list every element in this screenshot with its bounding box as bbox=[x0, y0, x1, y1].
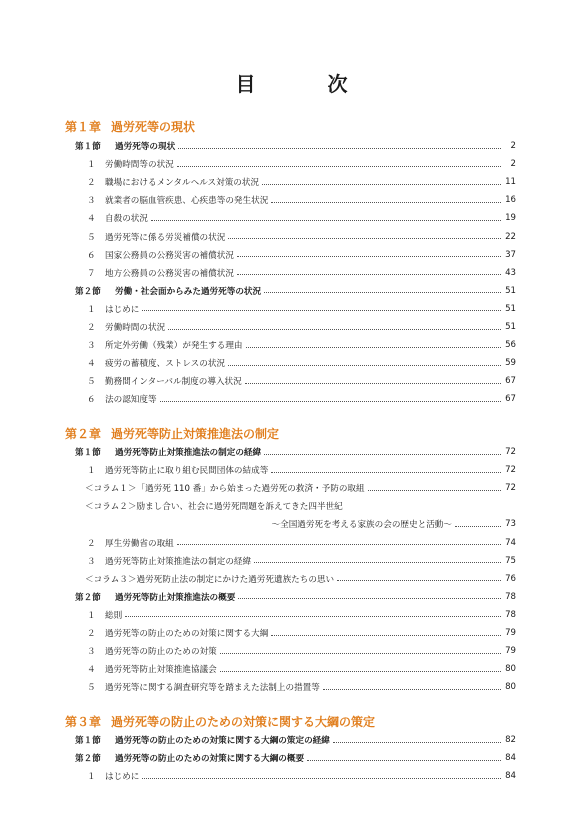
toc-item-entry[interactable] bbox=[75, 173, 516, 191]
entry-title: 過労死等の防止のための対策に関する大綱の策定の経緯 bbox=[115, 736, 330, 746]
entry-title: 就業者の脳血管疾患、心疾患等の発生状況 bbox=[105, 196, 269, 207]
entry-title: 過労死等の現状 bbox=[115, 142, 176, 152]
entry-title: 過労死等の防止のための対策 bbox=[105, 647, 217, 658]
entry-page-number: 2 bbox=[510, 141, 516, 151]
entry-page-number: 75 bbox=[505, 555, 516, 566]
entry-label: ＜コラム３＞ bbox=[85, 574, 137, 585]
toc-item-entry[interactable] bbox=[75, 264, 516, 282]
entry-label: 第１節 bbox=[75, 448, 101, 458]
entry-page-number: 16 bbox=[505, 195, 516, 206]
entry-label: ４ bbox=[87, 214, 96, 225]
toc-item-entry[interactable] bbox=[75, 534, 516, 552]
dot-leader bbox=[271, 472, 501, 473]
toc-column-entry[interactable] bbox=[75, 497, 516, 515]
dot-leader bbox=[168, 329, 501, 330]
toc-item-entry[interactable] bbox=[75, 191, 516, 209]
dot-leader bbox=[254, 562, 501, 563]
entry-page-number: 79 bbox=[505, 628, 516, 638]
chapter-label: 第２章 bbox=[65, 427, 102, 441]
dot-leader bbox=[177, 166, 501, 167]
entry-page-number: 73 bbox=[505, 519, 516, 530]
entry-page-number: 51 bbox=[505, 285, 516, 296]
chapter-title: 過労死等の防止のための対策に関する大綱の策定 bbox=[111, 715, 376, 729]
entry-title: 過労死等防止対策推進協議会 bbox=[105, 665, 217, 676]
entry-title: 国家公務員の公務災害の補償状況 bbox=[105, 250, 234, 261]
dot-leader bbox=[151, 220, 501, 221]
entry-label: 第２節 bbox=[75, 754, 101, 765]
dot-leader bbox=[220, 671, 501, 672]
toc-section-entry[interactable] bbox=[75, 443, 516, 461]
entry-title: 厚生労働省の取組 bbox=[105, 538, 174, 549]
entry-title: 過労死等防止に取り組む民間団体の結成等 bbox=[105, 466, 269, 477]
entry-title: はじめに bbox=[105, 304, 140, 315]
entry-label: ３ bbox=[87, 196, 96, 207]
dot-leader bbox=[323, 689, 501, 690]
toc-item-entry[interactable] bbox=[75, 390, 516, 408]
entry-title: 疲労の蓄積度、ストレスの状況 bbox=[105, 359, 226, 370]
chapter-title: 過労死等の現状 bbox=[111, 120, 196, 134]
toc-section-entry[interactable] bbox=[75, 137, 516, 155]
entry-page-number: 43 bbox=[505, 267, 516, 278]
entry-label: １ bbox=[87, 610, 96, 621]
chapter-heading bbox=[65, 118, 195, 135]
entry-title: 励まし合い、社会に過労死問題を訴えてきた四半世紀 bbox=[136, 502, 343, 513]
entry-page-number: 78 bbox=[505, 591, 516, 602]
chapter-heading bbox=[65, 425, 279, 442]
entry-title: 過労死等防止対策推進法の制定の経緯 bbox=[105, 556, 252, 567]
dot-leader bbox=[368, 490, 501, 491]
dot-leader bbox=[307, 760, 501, 761]
entry-label: ４ bbox=[87, 359, 96, 370]
dot-leader bbox=[264, 292, 501, 293]
entry-page-number: 72 bbox=[505, 483, 516, 494]
toc-item-entry[interactable] bbox=[75, 678, 516, 696]
entry-page-number: 82 bbox=[505, 735, 516, 745]
entry-page-number: 67 bbox=[505, 376, 516, 387]
entry-page-number: 80 bbox=[505, 664, 516, 675]
entry-page-number: 80 bbox=[505, 682, 516, 693]
toc-section-entry[interactable] bbox=[75, 731, 516, 749]
entry-label: ＜コラム１＞ bbox=[85, 484, 137, 495]
dot-leader bbox=[238, 598, 501, 599]
toc-item-entry[interactable] bbox=[75, 155, 516, 173]
entry-title: 労働時間等の状況 bbox=[105, 160, 174, 171]
entry-page-number: 11 bbox=[505, 177, 516, 188]
dot-leader bbox=[337, 580, 501, 581]
entry-label: ３ bbox=[87, 341, 96, 352]
dot-leader bbox=[455, 526, 501, 527]
toc-item-entry[interactable] bbox=[75, 354, 516, 372]
entry-label: ２ bbox=[87, 178, 96, 189]
entry-label: ６ bbox=[87, 250, 96, 261]
toc-item-entry[interactable] bbox=[75, 209, 516, 227]
entry-title: 所定外労働（残業）が発生する理由 bbox=[105, 341, 243, 352]
entry-title: 勤務間インターバル制度の導入状況 bbox=[105, 377, 242, 388]
dot-leader bbox=[125, 616, 501, 617]
entry-title: 過労死等防止対策推進法の概要 bbox=[115, 592, 236, 603]
toc-item-entry[interactable] bbox=[75, 660, 516, 678]
entry-page-number: 2 bbox=[510, 159, 516, 170]
dot-leader bbox=[271, 635, 501, 636]
entry-page-number: 56 bbox=[505, 340, 516, 351]
dot-leader bbox=[237, 256, 501, 257]
dot-leader bbox=[228, 238, 501, 239]
toc-item-entry[interactable] bbox=[75, 318, 516, 336]
dot-leader bbox=[271, 202, 501, 203]
entry-page-number: 19 bbox=[505, 213, 516, 224]
entry-label: 第２節 bbox=[75, 592, 101, 603]
entry-label: ７ bbox=[87, 268, 96, 279]
dot-leader bbox=[178, 148, 501, 149]
toc-item-entry[interactable] bbox=[75, 552, 516, 570]
chapter-label: 第１章 bbox=[65, 120, 102, 134]
entry-page-number: 78 bbox=[505, 609, 516, 620]
toc-section-entry[interactable] bbox=[75, 282, 516, 300]
dot-leader bbox=[262, 184, 501, 185]
entry-title: 過労死等に係る労災補償の状況 bbox=[105, 232, 226, 243]
entry-label: ５ bbox=[87, 232, 96, 243]
entry-label: ６ bbox=[87, 395, 96, 406]
entry-label: １ bbox=[87, 772, 96, 783]
page-title: 目 次 bbox=[235, 72, 374, 96]
entry-page-number: 72 bbox=[505, 447, 516, 457]
entry-title: 過労死防止法の制定にかけた過労死遺族たちの思い bbox=[136, 574, 335, 585]
toc-item-entry[interactable] bbox=[75, 300, 516, 318]
dot-leader bbox=[237, 274, 501, 275]
entry-page-number: 51 bbox=[505, 303, 516, 314]
entry-title: 労働時間の状況 bbox=[105, 323, 166, 333]
entry-title: 過労死等に関する調査研究等を踏まえた法制上の措置等 bbox=[105, 683, 320, 694]
toc-item-entry[interactable] bbox=[75, 461, 516, 479]
entry-label: １ bbox=[87, 304, 96, 315]
toc-section-entry[interactable] bbox=[75, 749, 516, 767]
dot-leader bbox=[160, 401, 501, 402]
dot-leader bbox=[142, 310, 501, 311]
entry-title: 職場におけるメンタルヘルス対策の状況 bbox=[105, 178, 260, 189]
entry-title: 地方公務員の公務災害の補償状況 bbox=[105, 268, 234, 279]
toc-item-entry[interactable] bbox=[75, 767, 516, 785]
entry-label: ２ bbox=[87, 323, 96, 333]
entry-label: ３ bbox=[87, 556, 96, 567]
entry-label: 第１節 bbox=[75, 142, 101, 152]
toc-item-entry[interactable] bbox=[75, 642, 516, 660]
entry-title: はじめに bbox=[105, 772, 140, 783]
entry-label: ４ bbox=[87, 665, 96, 676]
entry-title: 過労死等防止対策推進法の制定の経緯 bbox=[115, 448, 262, 458]
entry-label: １ bbox=[87, 160, 96, 171]
entry-page-number: 84 bbox=[505, 753, 516, 764]
dot-leader bbox=[264, 454, 501, 455]
entry-label: ３ bbox=[87, 647, 96, 658]
dot-leader bbox=[220, 653, 501, 654]
chapter-title: 過労死等防止対策推進法の制定 bbox=[111, 427, 280, 441]
toc-column-entry[interactable] bbox=[75, 479, 516, 497]
toc-item-entry[interactable] bbox=[75, 246, 516, 264]
entry-page-number: 72 bbox=[505, 465, 516, 476]
entry-title: 過労死等の防止のための対策に関する大綱 bbox=[105, 629, 269, 639]
entry-page-number: 74 bbox=[505, 537, 516, 548]
toc-section-entry[interactable] bbox=[75, 588, 516, 606]
toc-item-entry[interactable] bbox=[75, 606, 516, 624]
entry-label: ５ bbox=[87, 683, 96, 694]
entry-label: ２ bbox=[87, 629, 96, 639]
chapter-label: 第３章 bbox=[65, 715, 102, 729]
dot-leader bbox=[333, 742, 501, 743]
entry-page-number: 79 bbox=[505, 646, 516, 657]
toc-item-entry[interactable] bbox=[75, 515, 516, 533]
dot-leader bbox=[177, 544, 501, 545]
entry-title: 「過労死 110 番」から始まった過労死の救済・予防の取組 bbox=[136, 484, 365, 495]
entry-page-number: 84 bbox=[505, 771, 516, 782]
toc-item-entry[interactable] bbox=[75, 228, 516, 246]
entry-title: 自殺の状況 bbox=[105, 214, 148, 225]
dot-leader bbox=[246, 347, 501, 348]
chapter-heading bbox=[65, 713, 375, 730]
toc-item-entry[interactable] bbox=[75, 336, 516, 354]
entry-label: ＜コラム２＞ bbox=[85, 502, 137, 513]
dot-leader bbox=[228, 365, 501, 366]
entry-page-number: 59 bbox=[505, 358, 516, 369]
entry-title: ～全国過労死を考える家族の会の歴史と活動～ bbox=[271, 520, 452, 531]
entry-title: 労働・社会面からみた過労死等の状況 bbox=[115, 286, 262, 297]
entry-label: ５ bbox=[87, 377, 96, 388]
entry-label: ２ bbox=[87, 538, 96, 549]
toc-item-entry[interactable] bbox=[75, 372, 516, 390]
toc-column-entry[interactable] bbox=[75, 570, 516, 588]
entry-label: １ bbox=[87, 466, 96, 477]
entry-page-number: 76 bbox=[505, 573, 516, 584]
entry-page-number: 22 bbox=[505, 231, 516, 242]
toc-item-entry[interactable] bbox=[75, 624, 516, 642]
entry-title: 総則 bbox=[105, 610, 123, 621]
dot-leader bbox=[142, 778, 501, 779]
entry-label: 第１節 bbox=[75, 736, 101, 746]
entry-page-number: 51 bbox=[505, 322, 516, 332]
entry-label: 第２節 bbox=[75, 286, 101, 297]
entry-title: 法の認知度等 bbox=[105, 395, 157, 406]
entry-title: 過労死等の防止のための対策に関する大綱の概要 bbox=[115, 754, 305, 765]
entry-page-number: 67 bbox=[505, 394, 516, 405]
dot-leader bbox=[245, 383, 501, 384]
entry-page-number: 37 bbox=[505, 249, 516, 260]
